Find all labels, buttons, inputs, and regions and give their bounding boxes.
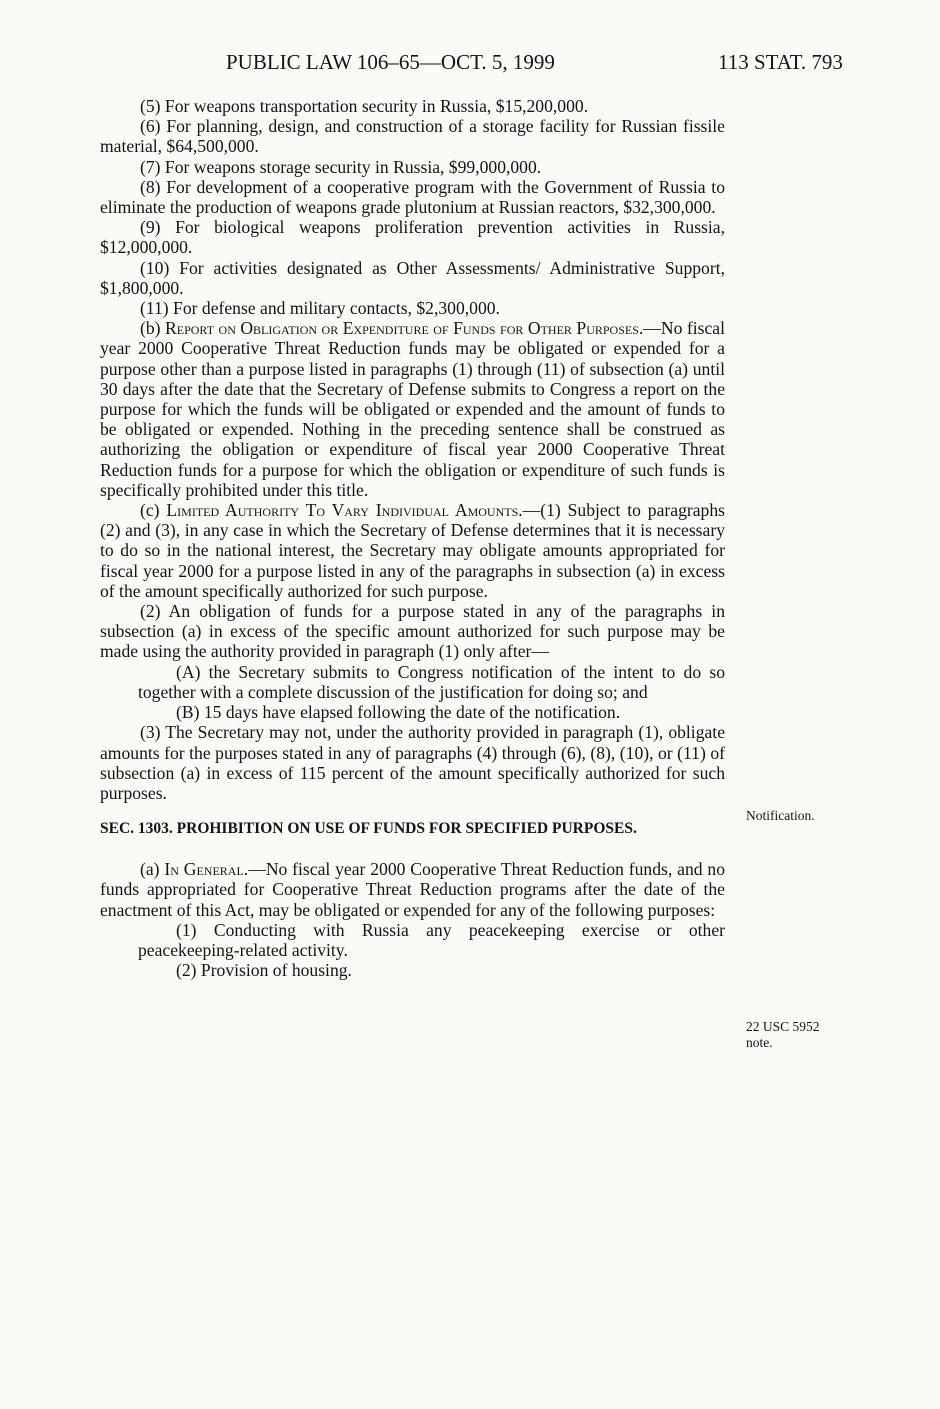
section-1303-a-heading: In General. — [164, 859, 249, 880]
subsection-a-item-7: (7) For weapons storage security in Russia, $99,000,000. — [140, 156, 542, 177]
subsection-b-text: —No fiscal year 2000 Cooperative Threat Reduction funds may be obligated or expended for a purpose other than a purpose listed in paragraphs (1) through (11) of subsection (a) until 30 days after the date that the Secretary of Defense submits to Congress a report on the purpose for which the funds will be obligated or expended and the amount of funds to be obligated or expended. Nothing in the preceding sentence shall be construed as authorizing the obligation or expenditure of fiscal year 2000 Cooperative Threat Reduction funds for a purpose for which the obligation or expenditure of such funds is specifically prohibited under this title. — [100, 318, 725, 500]
subsection-c-text: —(1) Subject to paragraphs (2) and (3), in any case in which the Secretary of Defense determines that it is necessary to do so in the national interest, the Secretary may obligate amounts appropriated for fiscal year 2000 for a purpose listed in any of the paragraphs in subsection (a) in excess of the amount specifically authorized for such purpose. — [100, 500, 725, 601]
subsection-c-paragraph-2b: (B) 15 days have elapsed following the date of the notification. — [176, 702, 621, 723]
section-1303-subsection-a — [100, 859, 725, 920]
subsection-c — [100, 500, 725, 601]
subsection-a-item-5: (5) For weapons transportation security in Russia, $15,200,000. — [140, 96, 589, 116]
section-1303-heading: SEC. 1303. PROHIBITION ON USE OF FUNDS FOR SPECIFIED PURPOSES. — [100, 820, 637, 838]
subsection-a-item-9: (9) For biological weapons proliferation prevention activities in Russia, $12,000,000. — [100, 217, 725, 258]
margin-note-usc-line1: 22 USC 5952 — [746, 1019, 820, 1034]
subsection-c-paragraph-3: (3) The Secretary may not, under the authority provided in paragraph (1), obligate amounts for the purposes stated in any of paragraphs (4) through (6), (8), (10), or (11) of subsection (a) in excess of 115 percent of the amount specifically authorized for such purposes. — [100, 722, 725, 803]
section-1303-a-label: (a) — [140, 859, 160, 880]
subsection-c-label: (c) — [140, 500, 160, 521]
margin-note-usc-line2: note. — [746, 1035, 773, 1050]
subsection-a-item-8: (8) For development of a cooperative program with the Government of Russia to eliminate the production of weapons grade plutonium at Russian reactors, $32,300,000. — [100, 176, 725, 218]
section-1303-item-2: (2) Provision of housing. — [176, 960, 352, 981]
document-body — [100, 96, 725, 980]
subsection-c-heading: Limited Authority To Vary Individual Amounts. — [166, 500, 523, 521]
stat-page-number: 113 STAT. 793 — [718, 50, 843, 74]
subsection-a-item-10: (10) For activities designated as Other Assessments/ Administrative Support, $1,800,000. — [100, 257, 725, 298]
page-header — [0, 50, 940, 80]
margin-note-usc — [746, 1019, 820, 1051]
section-1303-item-1: (1) Conducting with Russia any peacekeeping exercise or other peacekeeping-related activity. — [138, 919, 725, 960]
margin-note-notification: Notification. — [746, 808, 815, 823]
section-1303-a-text: —No fiscal year 2000 Cooperative Threat Reduction funds, and no funds appropriated for Cooperative Threat Reduction programs after the date of the enactment of this Act, may be obligated or expended for any of the following purposes: — [100, 859, 725, 920]
subsection-a-item-6: (6) For planning, design, and construction of a storage facility for Russian fissile material, $64,500,000. — [100, 116, 725, 157]
subsection-b-label: (b) — [140, 318, 161, 339]
subsection-a-item-11: (11) For defense and military contacts, $2,300,000. — [140, 298, 500, 319]
running-head: PUBLIC LAW 106–65—OCT. 5, 1999 — [226, 50, 555, 74]
subsection-c-paragraph-2: (2) An obligation of funds for a purpose stated in any of the paragraphs in subsection (a) in excess of the specific amount authorized for such purpose may be made using the authority provided in paragraph (1) only after— — [100, 601, 725, 662]
subsection-b — [100, 318, 725, 500]
subsection-c-paragraph-2a: (A) the Secretary submits to Congress notification of the intent to do so together with a complete discussion of the justification for doing so; and — [138, 661, 725, 702]
subsection-b-heading: Report on Obligation or Expenditure of Funds for Other Purposes. — [165, 318, 644, 339]
